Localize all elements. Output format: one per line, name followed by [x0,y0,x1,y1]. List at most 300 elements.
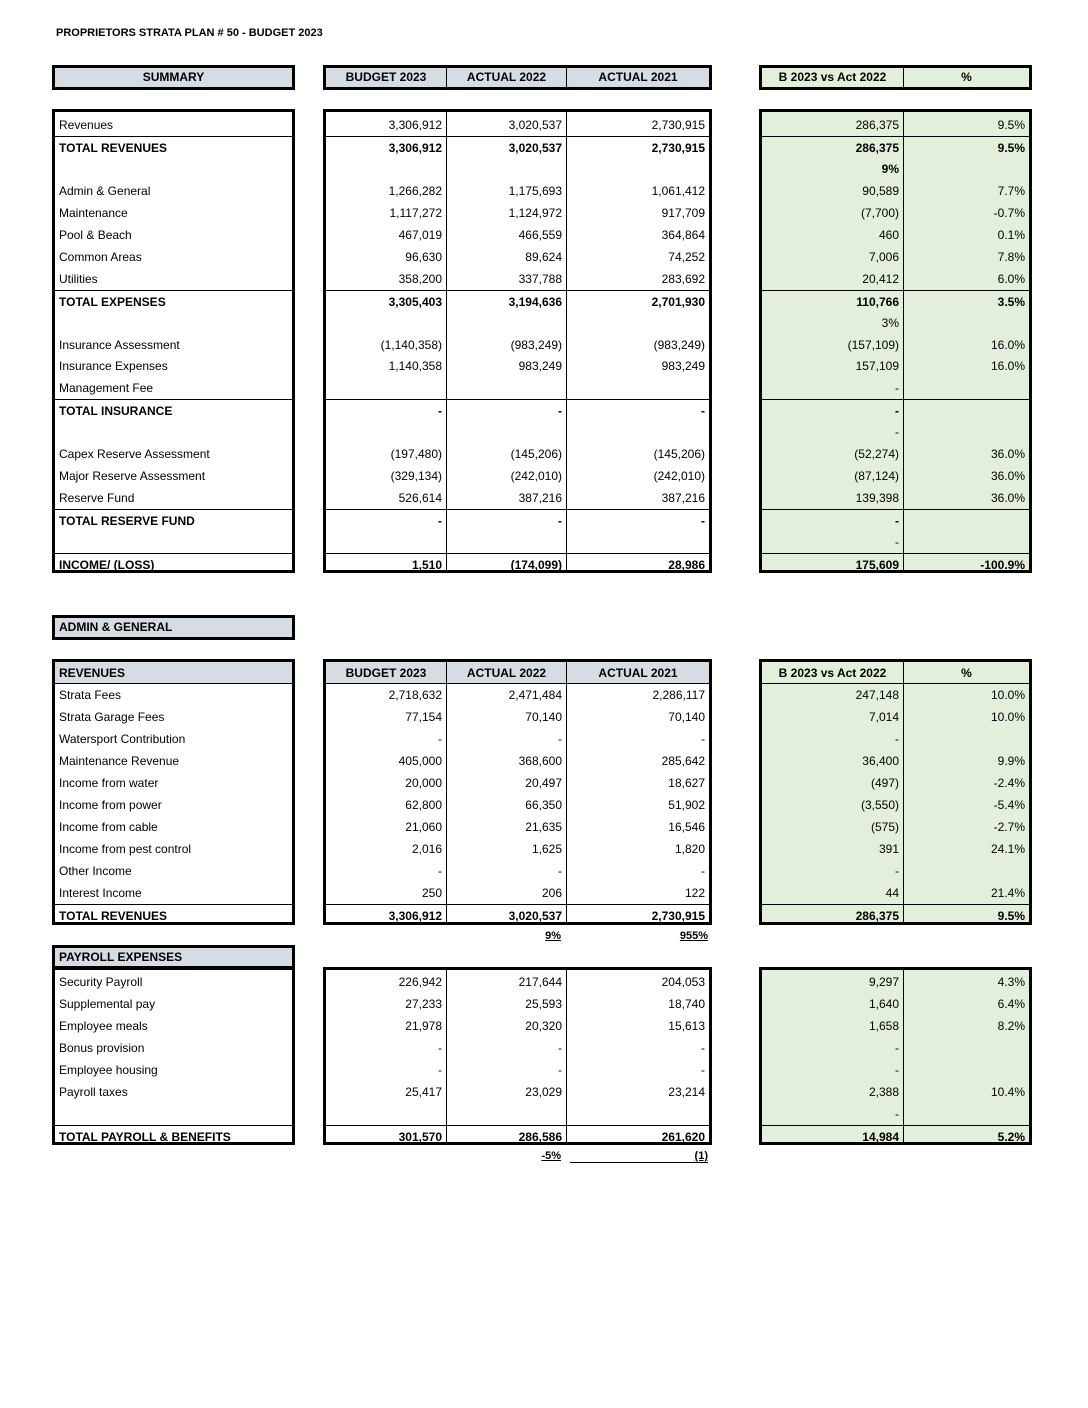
cell-actual-2021: 16,546 [668,820,705,834]
row-label: TOTAL EXPENSES [59,294,166,309]
table-row [55,180,292,202]
table-row [762,136,1029,158]
cell-budget-2023: 20,000 [405,776,442,790]
cell-percent: 10.0% [990,710,1025,724]
cell-budget-2023: 25,417 [405,1085,442,1099]
table-row [55,904,292,926]
cell-budget-2023: (329,134) [390,469,442,484]
row-label [55,312,292,334]
col-budget-2023: BUDGET 2023 [345,70,427,84]
row-label: Major Reserve Assessment [59,469,206,484]
cell-budget-2023: (197,480) [390,447,442,462]
cell-actual-2021: 2,730,915 [651,140,705,155]
cell-actual-2022: (983,249) [510,337,562,352]
revenues-header: REVENUES [59,666,126,680]
row-label: Income from power [59,798,162,812]
cell-actual-2021: 283,692 [661,271,705,286]
cell-variance: 175,609 [855,558,899,572]
revenues-label-table [52,659,295,925]
cell-variance: 110,766 [856,294,899,309]
summary-variance-table [759,109,1032,573]
table-row [326,728,709,750]
row-label [55,158,292,180]
row-label: TOTAL RESERVE FUND [59,514,195,529]
cell-percent [904,312,1029,334]
cell-actual-2021: 204,053 [661,975,705,989]
row-label: Reserve Fund [59,491,135,506]
cell-budget-2023: 1,510 [411,558,442,572]
cell-actual-2021: 387,216 [661,491,705,506]
table-row [762,180,1029,202]
cell-actual-2022: 2,471,484 [508,688,562,702]
cell-actual-2022: 1,625 [531,842,562,856]
cell-percent [904,860,1029,882]
table-row [326,750,709,772]
table-row [326,421,709,443]
table-row [762,443,1029,465]
cell-budget-2023: 250 [421,886,442,900]
table-row [326,816,709,838]
cell-actual-2021 [567,1103,709,1125]
cell-actual-2022: 217,644 [518,975,562,989]
table-row [55,202,292,224]
cell-percent [904,1037,1029,1059]
table-row [326,246,709,268]
payroll-variance-table [759,967,1032,1145]
cell-actual-2021 [567,312,709,334]
row-label: TOTAL INSURANCE [59,404,173,419]
payroll-growth-2021: (1) [694,1150,708,1162]
table-row [762,158,1029,180]
cell-actual-2022: - [558,1041,562,1055]
cell-budget-2023: - [438,404,442,419]
table-row [762,904,1029,926]
cell-variance: 247,148 [855,688,899,702]
row-label [55,421,292,443]
cell-variance: 286,375 [855,118,899,132]
table-row [326,1103,709,1125]
cell-variance: 1,640 [868,997,899,1011]
cell-budget-2023: 2,718,632 [388,688,442,702]
table-row [55,158,292,180]
cell-percent: 9.9% [997,754,1025,768]
table-row [326,465,709,487]
cell-percent [904,728,1029,750]
table-row [55,1125,292,1147]
cell-actual-2022: - [558,1063,562,1077]
row-label: Payroll taxes [59,1085,128,1099]
col-actual-2022: ACTUAL 2022 [466,70,547,84]
row-label: Utilities [59,271,98,286]
cell-actual-2021: - [701,404,705,419]
cell-actual-2021: (145,206) [653,447,705,462]
cell-actual-2021: 2,701,930 [651,294,705,309]
table-row [55,816,292,838]
cell-actual-2021: 70,140 [668,710,705,724]
row-label: Income from cable [59,820,158,834]
table-row [326,268,709,290]
table-row [762,553,1029,575]
table-row [762,290,1029,312]
cell-variance: - [895,514,899,529]
cell-actual-2021: (983,249) [653,337,705,352]
table-row [326,487,709,509]
cell-percent: 0.1% [997,227,1025,242]
table-row [762,1015,1029,1037]
cell-actual-2021: 74,252 [668,249,705,264]
table-row [55,246,292,268]
row-label: Supplemental pay [59,997,156,1011]
table-row [326,399,709,421]
table-row [762,399,1029,421]
cell-actual-2022: 286,586 [518,1130,562,1144]
cell-budget-2023 [326,531,446,553]
cell-variance: (497) [870,776,899,790]
row-label: Pool & Beach [59,227,132,242]
cell-budget-2023 [326,158,446,180]
cell-percent: -5.4% [993,798,1025,812]
cell-variance: 2,388 [868,1085,899,1099]
table-row [55,312,292,334]
cell-actual-2021 [567,531,709,553]
table-row [762,1037,1029,1059]
table-row [326,993,709,1015]
summary-columns-header [323,65,712,90]
table-row [326,114,709,136]
cell-variance: - [895,1107,899,1121]
cell-actual-2021: 2,730,915 [651,909,705,923]
row-label: INCOME/ (LOSS) [59,558,155,572]
cell-budget-2023: 1,140,358 [388,359,442,374]
row-label: Strata Garage Fees [59,710,165,724]
cell-variance: 20,412 [862,271,899,286]
cell-variance: - [895,864,899,878]
summary-values-table [323,109,712,573]
document-title: PROPRIETORS STRATA PLAN # 50 - BUDGET 2023 [56,27,323,39]
table-row [55,772,292,794]
cell-actual-2021: - [701,1041,705,1055]
table-row [326,355,709,377]
rev-col-actual-2022: ACTUAL 2022 [466,666,547,680]
row-label: Maintenance Revenue [59,754,180,768]
cell-actual-2022: (242,010) [510,469,562,484]
cell-actual-2021: - [701,864,705,878]
table-row [55,509,292,531]
table-row [55,993,292,1015]
cell-percent: 4.3% [997,975,1025,989]
table-row [55,114,292,136]
cell-actual-2021: 1,820 [674,842,705,856]
cell-actual-2022 [447,531,566,553]
table-row [762,1059,1029,1081]
row-label: Income from pest control [59,842,192,856]
row-label: Insurance Assessment [59,337,180,352]
table-row [55,1037,292,1059]
table-row [55,838,292,860]
cell-variance: 139,398 [855,491,899,506]
cell-actual-2021: 15,613 [668,1019,705,1033]
table-row [55,487,292,509]
table-row [762,706,1029,728]
cell-percent: 8.2% [997,1019,1025,1033]
cell-percent: 24.1% [990,842,1025,856]
cell-budget-2023 [326,312,446,334]
cell-actual-2022 [447,158,566,180]
cell-actual-2022: 66,350 [525,798,562,812]
cell-actual-2022: 337,788 [518,271,562,286]
table-row [326,443,709,465]
row-label: Admin & General [59,183,151,198]
cell-actual-2021: 18,627 [668,776,705,790]
cell-variance: - [895,535,899,550]
table-row [326,882,709,904]
table-row [55,465,292,487]
cell-actual-2022: (174,099) [510,558,562,572]
cell-percent: 16.0% [990,359,1025,374]
cell-budget-2023: 358,200 [398,271,442,286]
cell-actual-2021: 917,709 [661,205,705,220]
table-row [762,772,1029,794]
cell-percent: 6.0% [997,271,1025,286]
cell-percent: -100.9% [980,558,1025,572]
table-row [762,421,1029,443]
table-row [326,377,709,399]
cell-variance: 1,658 [868,1019,899,1033]
row-label: Income from water [59,776,159,790]
table-row [762,531,1029,553]
row-label: Revenues [59,118,114,132]
rev-col-percent: % [961,666,972,680]
table-row [762,465,1029,487]
row-label: Capex Reserve Assessment [59,447,210,462]
cell-variance: (157,109) [847,337,899,352]
cell-actual-2022: 983,249 [518,359,562,374]
cell-variance: (575) [870,820,899,834]
cell-actual-2021: 28,986 [668,558,705,572]
cell-variance: (7,700) [860,205,899,220]
table-row [326,1059,709,1081]
summary-label-header [52,65,295,90]
cell-percent: -0.7% [993,205,1025,220]
cell-budget-2023: 3,306,912 [388,118,442,132]
table-row [762,882,1029,904]
cell-budget-2023: 3,305,403 [388,294,442,309]
cell-actual-2022: 20,320 [525,1019,562,1033]
cell-actual-2022: 3,020,537 [508,909,562,923]
table-row [326,1125,709,1147]
payroll-values-table [323,967,712,1145]
cell-variance: - [895,404,899,419]
payroll-expenses-header [52,945,295,969]
row-label: TOTAL PAYROLL & BENEFITS [59,1130,231,1144]
admin-general-title [52,615,295,640]
table-row [762,728,1029,750]
cell-actual-2022 [447,421,566,443]
table-row [762,355,1029,377]
cell-percent: 9.5% [997,118,1025,132]
revenue-growth-2022: 9% [545,930,561,942]
row-label: Common Areas [59,249,142,264]
cell-percent [904,531,1029,553]
cell-variance: 44 [885,886,899,900]
cell-variance: - [895,1041,899,1055]
cell-variance: 460 [878,227,899,242]
row-label: Bonus provision [59,1041,145,1055]
table-row [326,684,709,706]
cell-percent [904,421,1029,443]
row-label: Employee meals [59,1019,148,1033]
table-row [762,202,1029,224]
payroll-label-table [52,967,295,1145]
table-row [326,136,709,158]
admin-general-title-text: ADMIN & GENERAL [59,620,173,634]
row-label: Interest Income [59,886,142,900]
cell-actual-2021: (242,010) [653,469,705,484]
cell-percent [904,400,1029,422]
table-row [55,1081,292,1103]
cell-variance: 286,375 [855,909,899,923]
table-row [326,860,709,882]
table-row [762,114,1029,136]
payroll-header-text: PAYROLL EXPENSES [59,950,183,964]
cell-percent: 3.5% [997,294,1025,309]
cell-percent: 6.4% [997,997,1025,1011]
row-label: Maintenance [59,205,128,220]
table-row [55,399,292,421]
table-row [326,202,709,224]
cell-budget-2023: 226,942 [398,975,442,989]
cell-actual-2021 [567,421,709,443]
rev-col-budget-2023: BUDGET 2023 [345,666,427,680]
table-row [762,312,1029,334]
table-row [762,377,1029,399]
cell-variance: - [895,1063,899,1077]
row-label [55,1103,292,1125]
row-label: Strata Fees [59,688,122,702]
row-label: Watersport Contribution [59,732,186,746]
cell-actual-2022: 21,635 [525,820,562,834]
cell-variance: 286,375 [855,140,899,155]
cell-percent: 7.8% [997,249,1025,264]
row-label: Insurance Expenses [59,359,168,374]
cell-actual-2021: 983,249 [661,359,705,374]
cell-variance: (52,274) [854,447,899,462]
cell-actual-2022 [447,377,566,399]
cell-variance: 3% [881,315,899,330]
table-row [326,158,709,180]
table-row [762,1103,1029,1125]
table-row [55,224,292,246]
table-row [55,531,292,553]
cell-percent: -2.7% [993,820,1025,834]
cell-budget-2023: (1,140,358) [380,337,442,352]
cell-actual-2021: 23,214 [668,1085,705,1099]
cell-variance: - [895,732,899,746]
table-row [326,838,709,860]
cell-budget-2023: - [438,514,442,529]
cell-budget-2023: 3,306,912 [388,909,442,923]
cell-budget-2023: 1,117,272 [389,205,442,220]
cell-actual-2021: 364,864 [661,227,705,242]
cell-percent: 21.4% [990,886,1025,900]
cell-variance: (87,124) [854,469,899,484]
cell-budget-2023: 62,800 [405,798,442,812]
cell-actual-2021 [567,377,709,399]
cell-budget-2023: 526,614 [398,491,442,506]
cell-variance: - [895,425,899,440]
table-row [762,971,1029,993]
table-row [762,684,1029,706]
cell-actual-2022: 206 [541,886,562,900]
table-row [762,993,1029,1015]
table-row [55,684,292,706]
cell-budget-2023: 77,154 [405,710,442,724]
table-row [55,377,292,399]
table-row [55,971,292,993]
cell-variance: 391 [878,842,899,856]
cell-actual-2022: - [558,732,562,746]
table-row [326,1081,709,1103]
row-label: Security Payroll [59,975,143,989]
cell-actual-2022: 466,559 [518,227,562,242]
payroll-growth-2022: -5% [541,1150,561,1162]
cell-actual-2021: 18,740 [668,997,705,1011]
table-row [326,224,709,246]
cell-percent: 36.0% [990,469,1025,484]
cell-budget-2023 [326,1103,446,1125]
revenue-growth-2021: 955% [679,930,708,942]
cell-variance: 14,984 [862,1130,899,1144]
cell-actual-2022: - [558,514,562,529]
cell-variance: (3,550) [860,798,899,812]
cell-budget-2023: - [438,1041,442,1055]
cell-variance: 9% [881,161,899,176]
table-row [762,860,1029,882]
row-label: Other Income [59,864,132,878]
cell-budget-2023: - [438,732,442,746]
cell-actual-2021: 51,902 [668,798,705,812]
cell-actual-2021: 261,620 [661,1130,705,1144]
rev-col-actual-2021: ACTUAL 2021 [598,666,678,680]
revenues-variance-table [759,659,1032,925]
cell-budget-2023: 21,060 [405,820,442,834]
cell-budget-2023: 27,233 [405,997,442,1011]
table-row [326,290,709,312]
cell-actual-2022: 89,624 [525,249,562,264]
cell-budget-2023: - [438,864,442,878]
table-row [55,882,292,904]
cell-actual-2022: - [558,404,562,419]
table-row [55,794,292,816]
cell-actual-2021 [567,158,709,180]
cell-percent: 10.4% [990,1085,1025,1099]
table-row [55,553,292,575]
table-row [762,224,1029,246]
table-row [55,334,292,356]
cell-percent: -2.4% [993,776,1025,790]
cell-percent: 9.5% [997,909,1025,923]
cell-budget-2023: - [438,1063,442,1077]
table-row [55,750,292,772]
table-row [55,1059,292,1081]
table-row [762,509,1029,531]
cell-percent: 5.2% [997,1130,1025,1144]
col-actual-2021: ACTUAL 2021 [598,70,678,84]
table-row [55,728,292,750]
cell-percent: 9.5% [997,140,1025,155]
cell-percent: 10.0% [990,688,1025,702]
cell-actual-2022: (145,206) [510,447,562,462]
